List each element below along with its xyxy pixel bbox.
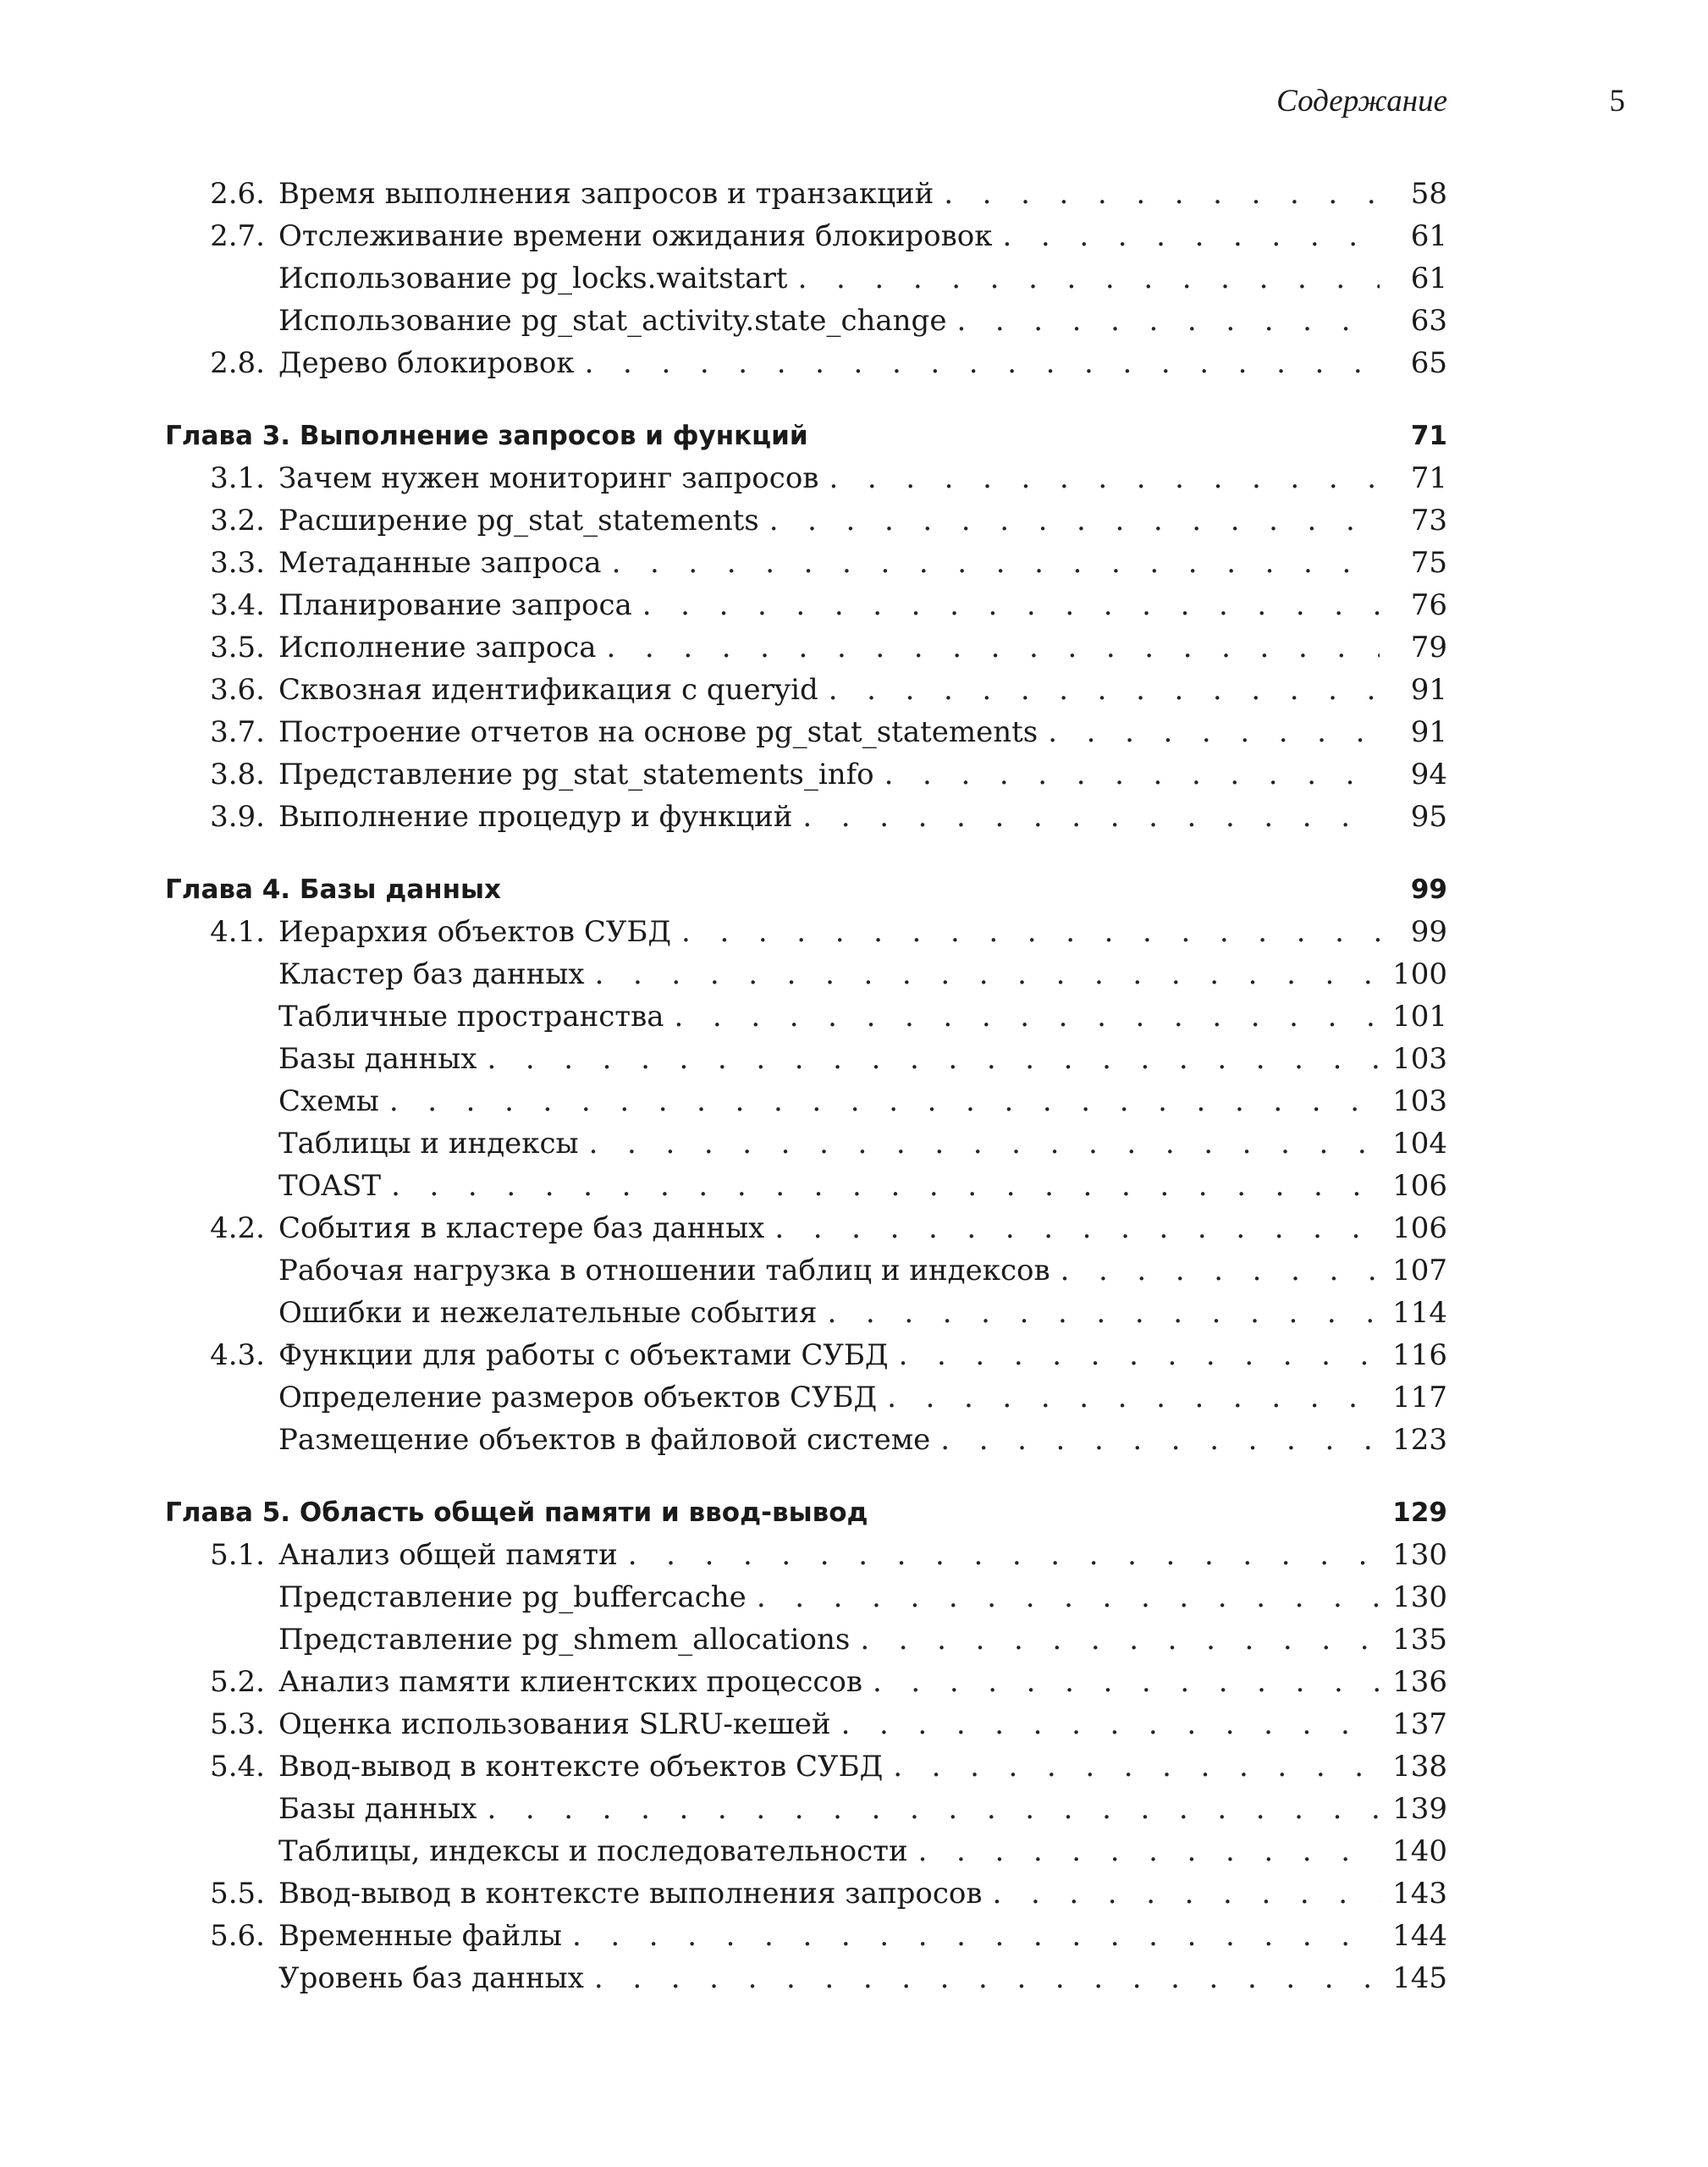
toc-entry[interactable] (165, 215, 1447, 257)
entry-title: Определение размеров объектов СУБД (278, 1381, 878, 1414)
dot-leader (589, 1122, 1380, 1165)
entry-title: Сквозная идентификация с queryid (278, 673, 818, 707)
entry-title: Ввод-вывод в контексте объектов СУБД (278, 1750, 884, 1784)
entry-title: Представление pg_buffercache (278, 1580, 747, 1614)
dot-leader (944, 173, 1380, 215)
dot-leader (594, 1957, 1380, 1999)
dot-leader (774, 1207, 1380, 1249)
toc-entry[interactable] (165, 753, 1447, 796)
toc-subentry[interactable] (165, 300, 1447, 342)
entry-number: 3.3. (210, 546, 265, 580)
entry-number: 4.2. (210, 1211, 265, 1245)
toc-subentry[interactable] (165, 1249, 1447, 1292)
entry-page: 58 (1410, 177, 1447, 211)
entry-title: Уровень баз данных (278, 1961, 584, 1995)
toc-entry[interactable] (165, 457, 1447, 499)
entry-page: 106 (1392, 1169, 1447, 1203)
dot-leader (595, 953, 1380, 995)
dot-leader (757, 1576, 1380, 1618)
toc-subentry[interactable] (165, 1957, 1447, 1999)
entry-number: 3.6. (210, 673, 265, 707)
dot-leader (893, 1745, 1380, 1788)
entry-title: Оценка использования SLRU-кешей (278, 1707, 831, 1741)
entry-number: 4.3. (210, 1338, 265, 1372)
entry-number: 2.8. (210, 346, 265, 380)
toc-entry[interactable] (165, 1534, 1447, 1576)
entry-title: Построение отчетов на основе pg_stat_statements (278, 715, 1039, 749)
chapter-page: 71 (1410, 421, 1447, 451)
chapter-page: 99 (1410, 874, 1447, 905)
chapter-2-continuation (165, 173, 1447, 384)
entry-page: 61 (1410, 262, 1447, 295)
entry-page: 138 (1392, 1750, 1447, 1784)
entry-page: 63 (1410, 304, 1447, 338)
entry-title: Размещение объектов в файловой системе (278, 1423, 931, 1457)
dot-leader (887, 1376, 1380, 1419)
entry-title: Ввод-вывод в контексте выполнения запросов (278, 1877, 983, 1911)
entry-title: Отслеживание времени ожидания блокировок (278, 219, 993, 253)
chapter-title: Глава 4. Базы данных (165, 874, 502, 905)
entry-page: 130 (1392, 1538, 1447, 1572)
chapter-title: Глава 5. Область общей памяти и ввод-вывод (165, 1497, 868, 1528)
toc-entry[interactable] (165, 1703, 1447, 1745)
entry-page: 114 (1392, 1296, 1447, 1330)
chapter-4 (165, 868, 1447, 1461)
dot-leader (993, 1872, 1380, 1915)
dot-leader (829, 457, 1380, 499)
entry-title: Таблицы и индексы (278, 1127, 579, 1161)
entry-page: 65 (1410, 346, 1447, 380)
toc-subentry[interactable] (165, 1038, 1447, 1080)
entry-page: 104 (1392, 1127, 1447, 1161)
entry-page: 140 (1392, 1834, 1447, 1868)
toc-subentry[interactable] (165, 1830, 1447, 1872)
entry-title: Использование pg_locks.waitstart (278, 262, 788, 295)
chapter-3 (165, 415, 1447, 838)
toc-entry[interactable] (165, 1872, 1447, 1915)
dot-leader (956, 300, 1380, 342)
entry-page: 100 (1392, 957, 1447, 991)
entry-page: 144 (1392, 1919, 1447, 1953)
table-of-contents (165, 173, 1447, 2030)
dot-leader (675, 995, 1380, 1038)
toc-entry[interactable] (165, 173, 1447, 215)
entry-title: Исполнение запроса (278, 631, 597, 664)
toc-subentry[interactable] (165, 953, 1447, 995)
toc-subentry[interactable] (165, 257, 1447, 300)
toc-subentry[interactable] (165, 1165, 1447, 1207)
entry-page: 73 (1410, 504, 1447, 538)
toc-subentry[interactable] (165, 1788, 1447, 1830)
chapter-heading[interactable] (165, 415, 1447, 457)
entry-title: События в кластере баз данных (278, 1211, 765, 1245)
entry-title: Таблицы, индексы и последовательности (278, 1834, 908, 1868)
toc-entry[interactable] (165, 1661, 1447, 1703)
dot-leader (628, 1534, 1380, 1576)
toc-subentry[interactable] (165, 995, 1447, 1038)
toc-entry[interactable] (165, 342, 1447, 384)
toc-subentry[interactable] (165, 1576, 1447, 1618)
toc-entry[interactable] (165, 626, 1447, 669)
entry-page: 75 (1410, 546, 1447, 580)
running-head: Содержание (1276, 84, 1447, 119)
page-number: 5 (1609, 84, 1625, 119)
entry-title: Выполнение процедур и функций (278, 800, 793, 834)
entry-page: 71 (1410, 461, 1447, 495)
entry-title: Кластер баз данных (278, 957, 585, 991)
entry-title: Использование pg_stat_activity.state_change (278, 304, 947, 338)
entry-page: 61 (1410, 219, 1447, 253)
toc-entry[interactable] (165, 542, 1447, 584)
entry-title: Функции для работы с объектами СУБД (278, 1338, 889, 1372)
entry-page: 95 (1410, 800, 1447, 834)
entry-page: 91 (1410, 673, 1447, 707)
toc-entry[interactable] (165, 669, 1447, 711)
entry-page: 137 (1392, 1707, 1447, 1741)
dot-leader (873, 1661, 1380, 1703)
entry-title: Представление pg_shmem_allocations (278, 1623, 851, 1657)
dot-leader (572, 1915, 1380, 1957)
entry-page: 139 (1392, 1792, 1447, 1826)
dot-leader (585, 342, 1380, 384)
entry-page: 94 (1410, 758, 1447, 791)
toc-subentry[interactable] (165, 1122, 1447, 1165)
toc-entry[interactable] (165, 1207, 1447, 1249)
toc-subentry[interactable] (165, 1376, 1447, 1419)
entry-title: Базы данных (278, 1042, 477, 1076)
entry-title: Расширение pg_stat_statements (278, 504, 759, 538)
dot-leader (487, 1788, 1380, 1830)
entry-page: 143 (1392, 1877, 1447, 1911)
chapter-5 (165, 1492, 1447, 1999)
entry-page: 135 (1392, 1623, 1447, 1657)
dot-leader (487, 1038, 1380, 1080)
entry-title: Анализ памяти клиентских процессов (278, 1665, 863, 1699)
dot-leader (1048, 711, 1380, 753)
toc-entry[interactable] (165, 911, 1447, 953)
entry-title: Анализ общей памяти (278, 1538, 618, 1572)
entry-number: 3.7. (210, 715, 265, 749)
entry-number: 3.1. (210, 461, 265, 495)
entry-page: 101 (1392, 1000, 1447, 1034)
entry-page: 99 (1410, 915, 1447, 949)
entry-title: Дерево блокировок (278, 346, 575, 380)
entry-number: 5.6. (210, 1919, 265, 1953)
entry-page: 117 (1392, 1381, 1447, 1414)
chapter-title: Глава 3. Выполнение запросов и функций (165, 421, 808, 451)
dot-leader (612, 542, 1380, 584)
dot-leader (642, 584, 1380, 626)
toc-entry[interactable] (165, 711, 1447, 753)
dot-leader (389, 1080, 1380, 1122)
entry-page: 116 (1392, 1338, 1447, 1372)
entry-number: 5.3. (210, 1707, 265, 1741)
entry-number: 3.5. (210, 631, 265, 664)
entry-page: 79 (1410, 631, 1447, 664)
toc-entry[interactable] (165, 1334, 1447, 1376)
dot-leader (828, 1292, 1380, 1334)
toc-subentry[interactable] (165, 1618, 1447, 1661)
entry-title: Ошибки и нежелательные события (278, 1296, 818, 1330)
entry-title: Базы данных (278, 1792, 477, 1826)
entry-title: Представление pg_stat_statements_info (278, 758, 874, 791)
entry-number: 3.8. (210, 758, 265, 791)
chapter-heading[interactable] (165, 868, 1447, 911)
dot-leader (1061, 1249, 1380, 1292)
toc-subentry[interactable] (165, 1292, 1447, 1334)
entry-page: 76 (1410, 588, 1447, 622)
dot-leader (391, 1165, 1380, 1207)
entry-page: 107 (1392, 1254, 1447, 1288)
toc-subentry[interactable] (165, 1419, 1447, 1461)
entry-page: 136 (1392, 1665, 1447, 1699)
entry-page: 106 (1392, 1211, 1447, 1245)
entry-page: 103 (1392, 1084, 1447, 1118)
entry-page: 103 (1392, 1042, 1447, 1076)
entry-number: 5.5. (210, 1877, 265, 1911)
dot-leader (1003, 215, 1380, 257)
toc-entry[interactable] (165, 1745, 1447, 1788)
dot-leader (769, 499, 1380, 542)
entry-number: 5.1. (210, 1538, 265, 1572)
entry-number: 5.4. (210, 1750, 265, 1784)
dot-leader (841, 1703, 1380, 1745)
entry-title: Табличные пространства (278, 1000, 664, 1034)
dot-leader (681, 911, 1380, 953)
entry-number: 3.2. (210, 504, 265, 538)
dot-leader (940, 1419, 1380, 1461)
entry-number: 3.4. (210, 588, 265, 622)
entry-number: 2.6. (210, 177, 265, 211)
entry-number: 5.2. (210, 1665, 265, 1699)
toc-subentry[interactable] (165, 1080, 1447, 1122)
dot-leader (884, 753, 1380, 796)
dot-leader (798, 257, 1380, 300)
entry-page: 130 (1392, 1580, 1447, 1614)
dot-leader (829, 669, 1380, 711)
entry-title: Схемы (278, 1084, 379, 1118)
entry-number: 2.7. (210, 219, 265, 253)
toc-entry[interactable] (165, 584, 1447, 626)
dot-leader (899, 1334, 1380, 1376)
entry-title: Зачем нужен мониторинг запросов (278, 461, 819, 495)
entry-page: 91 (1410, 715, 1447, 749)
toc-entry[interactable] (165, 796, 1447, 838)
entry-page: 123 (1392, 1423, 1447, 1457)
dot-leader (918, 1830, 1380, 1872)
entry-number: 4.1. (210, 915, 265, 949)
entry-title: Временные файлы (278, 1919, 562, 1953)
dot-leader (860, 1618, 1380, 1661)
toc-entry[interactable] (165, 1915, 1447, 1957)
dot-leader (606, 626, 1380, 669)
entry-title: Метаданные запроса (278, 546, 602, 580)
entry-title: Иерархия объектов СУБД (278, 915, 672, 949)
entry-number: 3.9. (210, 800, 265, 834)
entry-title: TOAST (278, 1169, 382, 1203)
entry-title: Время выполнения запросов и транзакций (278, 177, 934, 211)
entry-title: Рабочая нагрузка в отношении таблиц и индексов (278, 1254, 1050, 1288)
entry-page: 145 (1392, 1961, 1447, 1995)
toc-entry[interactable] (165, 499, 1447, 542)
chapter-page: 129 (1392, 1497, 1447, 1528)
chapter-heading[interactable] (165, 1492, 1447, 1534)
dot-leader (802, 796, 1380, 838)
entry-title: Планирование запроса (278, 588, 632, 622)
